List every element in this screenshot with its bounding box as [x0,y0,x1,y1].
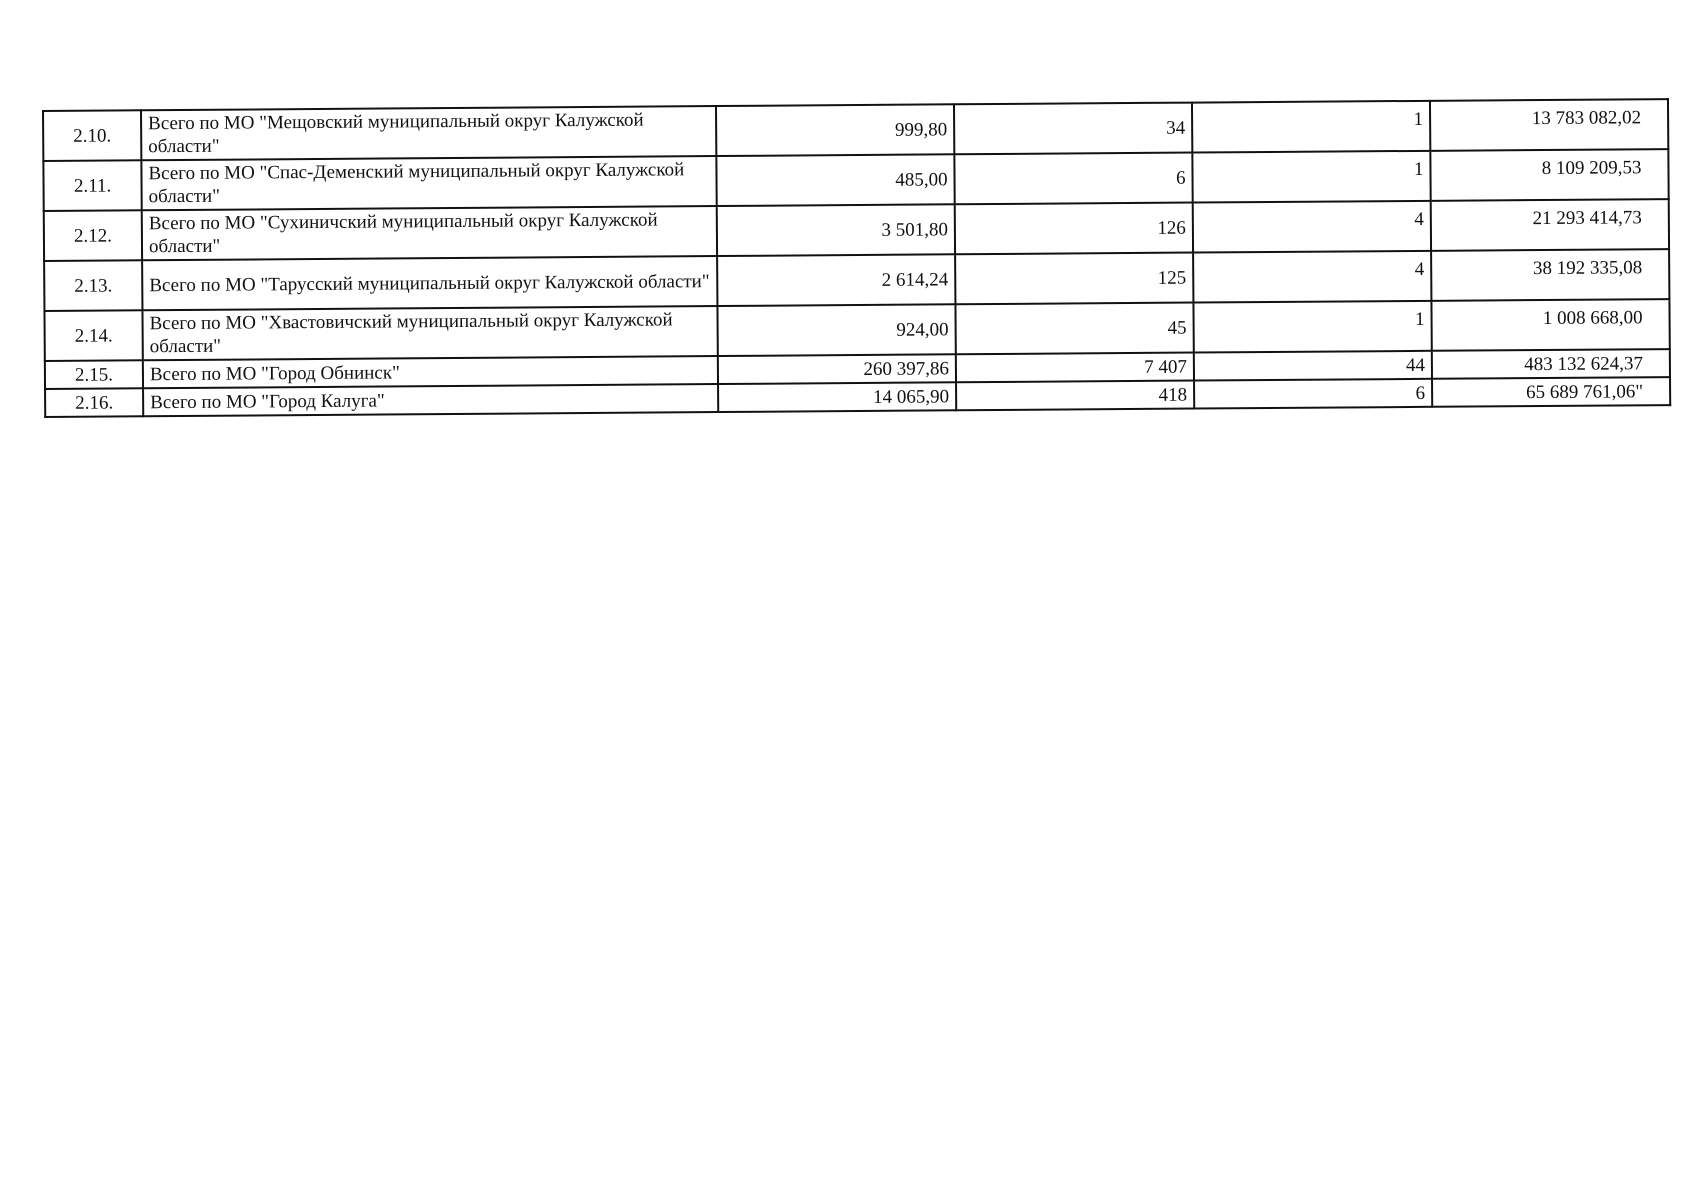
value-text: 1 008 668,00 [1542,306,1643,329]
value-text: 6 [1415,382,1426,404]
value-text: 999,80 [894,118,948,141]
row-number: 2.11. [43,160,141,211]
value-cell-4 [1430,149,1668,201]
value-text: 4 [1414,258,1425,280]
value-text: 14 065,90 [873,385,950,408]
value-cell-1 [717,204,955,256]
value-text: 7 407 [1144,356,1187,378]
value-cell-2 [955,303,1193,355]
value-cell-4 [1431,249,1669,301]
value-cell-4 [1432,349,1670,379]
municipality-name: Всего по МО "Спас-Деменский муниципальный округ Калужской области" [141,156,716,210]
value-text: 125 [1157,267,1187,289]
value-cell-4 [1432,377,1670,407]
value-cell-3 [1193,251,1431,303]
value-cell-1 [717,304,955,356]
row-number: 2.12. [44,210,142,261]
row-number: 2.10. [43,110,141,161]
value-cell-1 [716,154,954,206]
value-text: 1 [1414,308,1425,330]
value-text: 45 [1167,317,1187,339]
value-text: 6 [1175,167,1186,189]
value-cell-1 [717,254,955,306]
municipality-name: Всего по МО "Тарусский муниципальный округ Калужской области" [142,256,717,310]
value-text: 21 293 414,73 [1532,206,1642,229]
value-text: 483 132 624,37 [1524,352,1643,375]
row-number: 2.13. [44,260,142,311]
municipality-name: Всего по МО "Хвастовичский муниципальный округ Калужской области" [142,306,717,360]
value-cell-2 [955,253,1193,305]
value-text: 65 689 761,06" [1526,380,1644,403]
value-text: 8 109 209,53 [1541,156,1642,179]
value-text: 126 [1157,217,1186,239]
value-text: 4 [1414,208,1424,230]
value-cell-3 [1193,301,1431,353]
value-cell-2 [955,203,1193,255]
value-text: 1 [1413,158,1424,180]
value-cell-1 [718,382,956,412]
value-cell-3 [1194,351,1432,381]
value-text: 485,00 [895,168,948,191]
value-cell-2 [956,381,1194,411]
value-cell-2 [954,153,1192,205]
municipality-name: Всего по МО "Мещовский муниципальный округ Калужской области" [141,106,716,160]
value-cell-3 [1192,101,1430,153]
value-text: 1 [1413,108,1424,130]
value-cell-3 [1194,379,1432,409]
value-text: 13 783 082,02 [1531,106,1642,129]
value-cell-1 [718,354,956,384]
value-text: 2 614,24 [881,268,949,291]
value-cell-4 [1430,99,1668,151]
municipality-name: Всего по МО "Город Калуга" [143,384,718,416]
municipal-summary-table [42,98,1671,418]
value-cell-3 [1193,201,1431,253]
row-number: 2.16. [45,388,143,417]
row-number: 2.15. [45,360,143,389]
value-text: 34 [1166,117,1186,139]
value-cell-1 [716,104,954,156]
row-number: 2.14. [44,310,142,361]
value-cell-3 [1192,151,1430,203]
value-text: 44 [1405,354,1425,376]
value-text: 260 397,86 [863,357,949,380]
value-text: 38 192 335,08 [1532,256,1643,279]
value-text: 3 501,80 [881,218,948,241]
value-cell-2 [956,353,1194,383]
value-text: 418 [1158,384,1188,406]
municipality-name: Всего по МО "Сухиничский муниципальный округ Калужской области" [142,206,717,260]
value-text: 924,00 [896,318,949,341]
value-cell-4 [1431,199,1669,251]
municipality-name: Всего по МО "Город Обнинск" [143,356,718,388]
value-cell-4 [1431,299,1669,351]
value-cell-2 [954,103,1192,155]
scanned-table-area [42,98,1669,418]
